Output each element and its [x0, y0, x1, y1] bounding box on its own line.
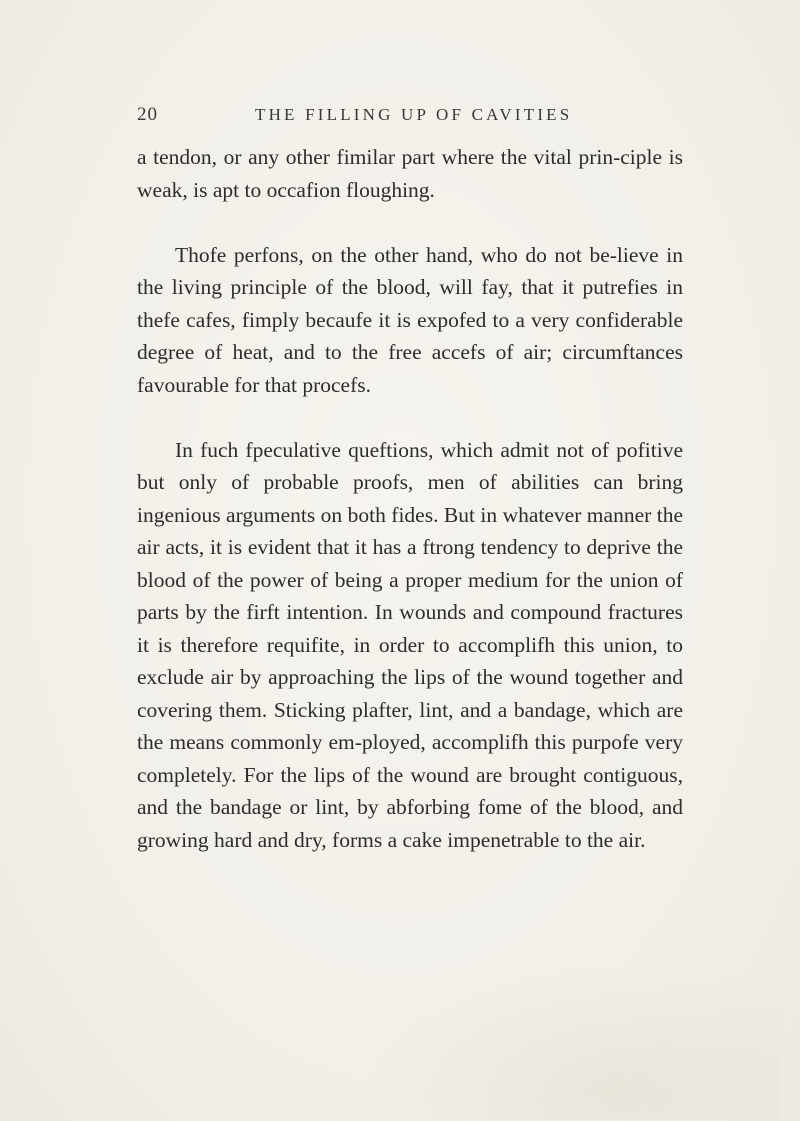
paragraph-continuation: a tendon, or any other fimilar part where the vital prin-ciple is weak, is apt to occafion floughing.: [137, 145, 683, 202]
page-number: 20: [137, 104, 158, 125]
running-head: [137, 104, 577, 134]
paragraph: In fuch fpeculative queftions, which admit not of pofitive but only of probable proofs, men of abilities can bring ingenious arguments on both fides. But in whatever manner the air acts, it is evident that it has a ftrong tendency to deprive the blood of the power of being a proper medium for the union of parts by the firft intention. In wounds and compound fractures it is therefore requifite, in order to accomplifh this union, to exclude air by approaching the lips of the wound together and covering them. Sticking plafter, lint, and a bandage, which are the means commonly em-ployed, accomplifh this purpofe very completely. For the lips of the wound are brought contiguous, and the bandage or lint, by abforbing fome of the blood, and growing hard and dry, forms a cake impenetrable to the air.: [137, 437, 683, 852]
paper-stain: [360, 960, 780, 1120]
paragraph: Thofe perfons, on the other hand, who do not be-lieve in the living principle of the blood, will fay, that it putrefies in thefe cafes, fimply becaufe it is expofed to a very confiderable degree of heat, and to the free accefs of air; circumftances favourable for that procefs.: [137, 242, 683, 397]
body-text: [137, 141, 683, 856]
running-title: THE FILLING UP OF CAVITIES: [255, 105, 573, 124]
